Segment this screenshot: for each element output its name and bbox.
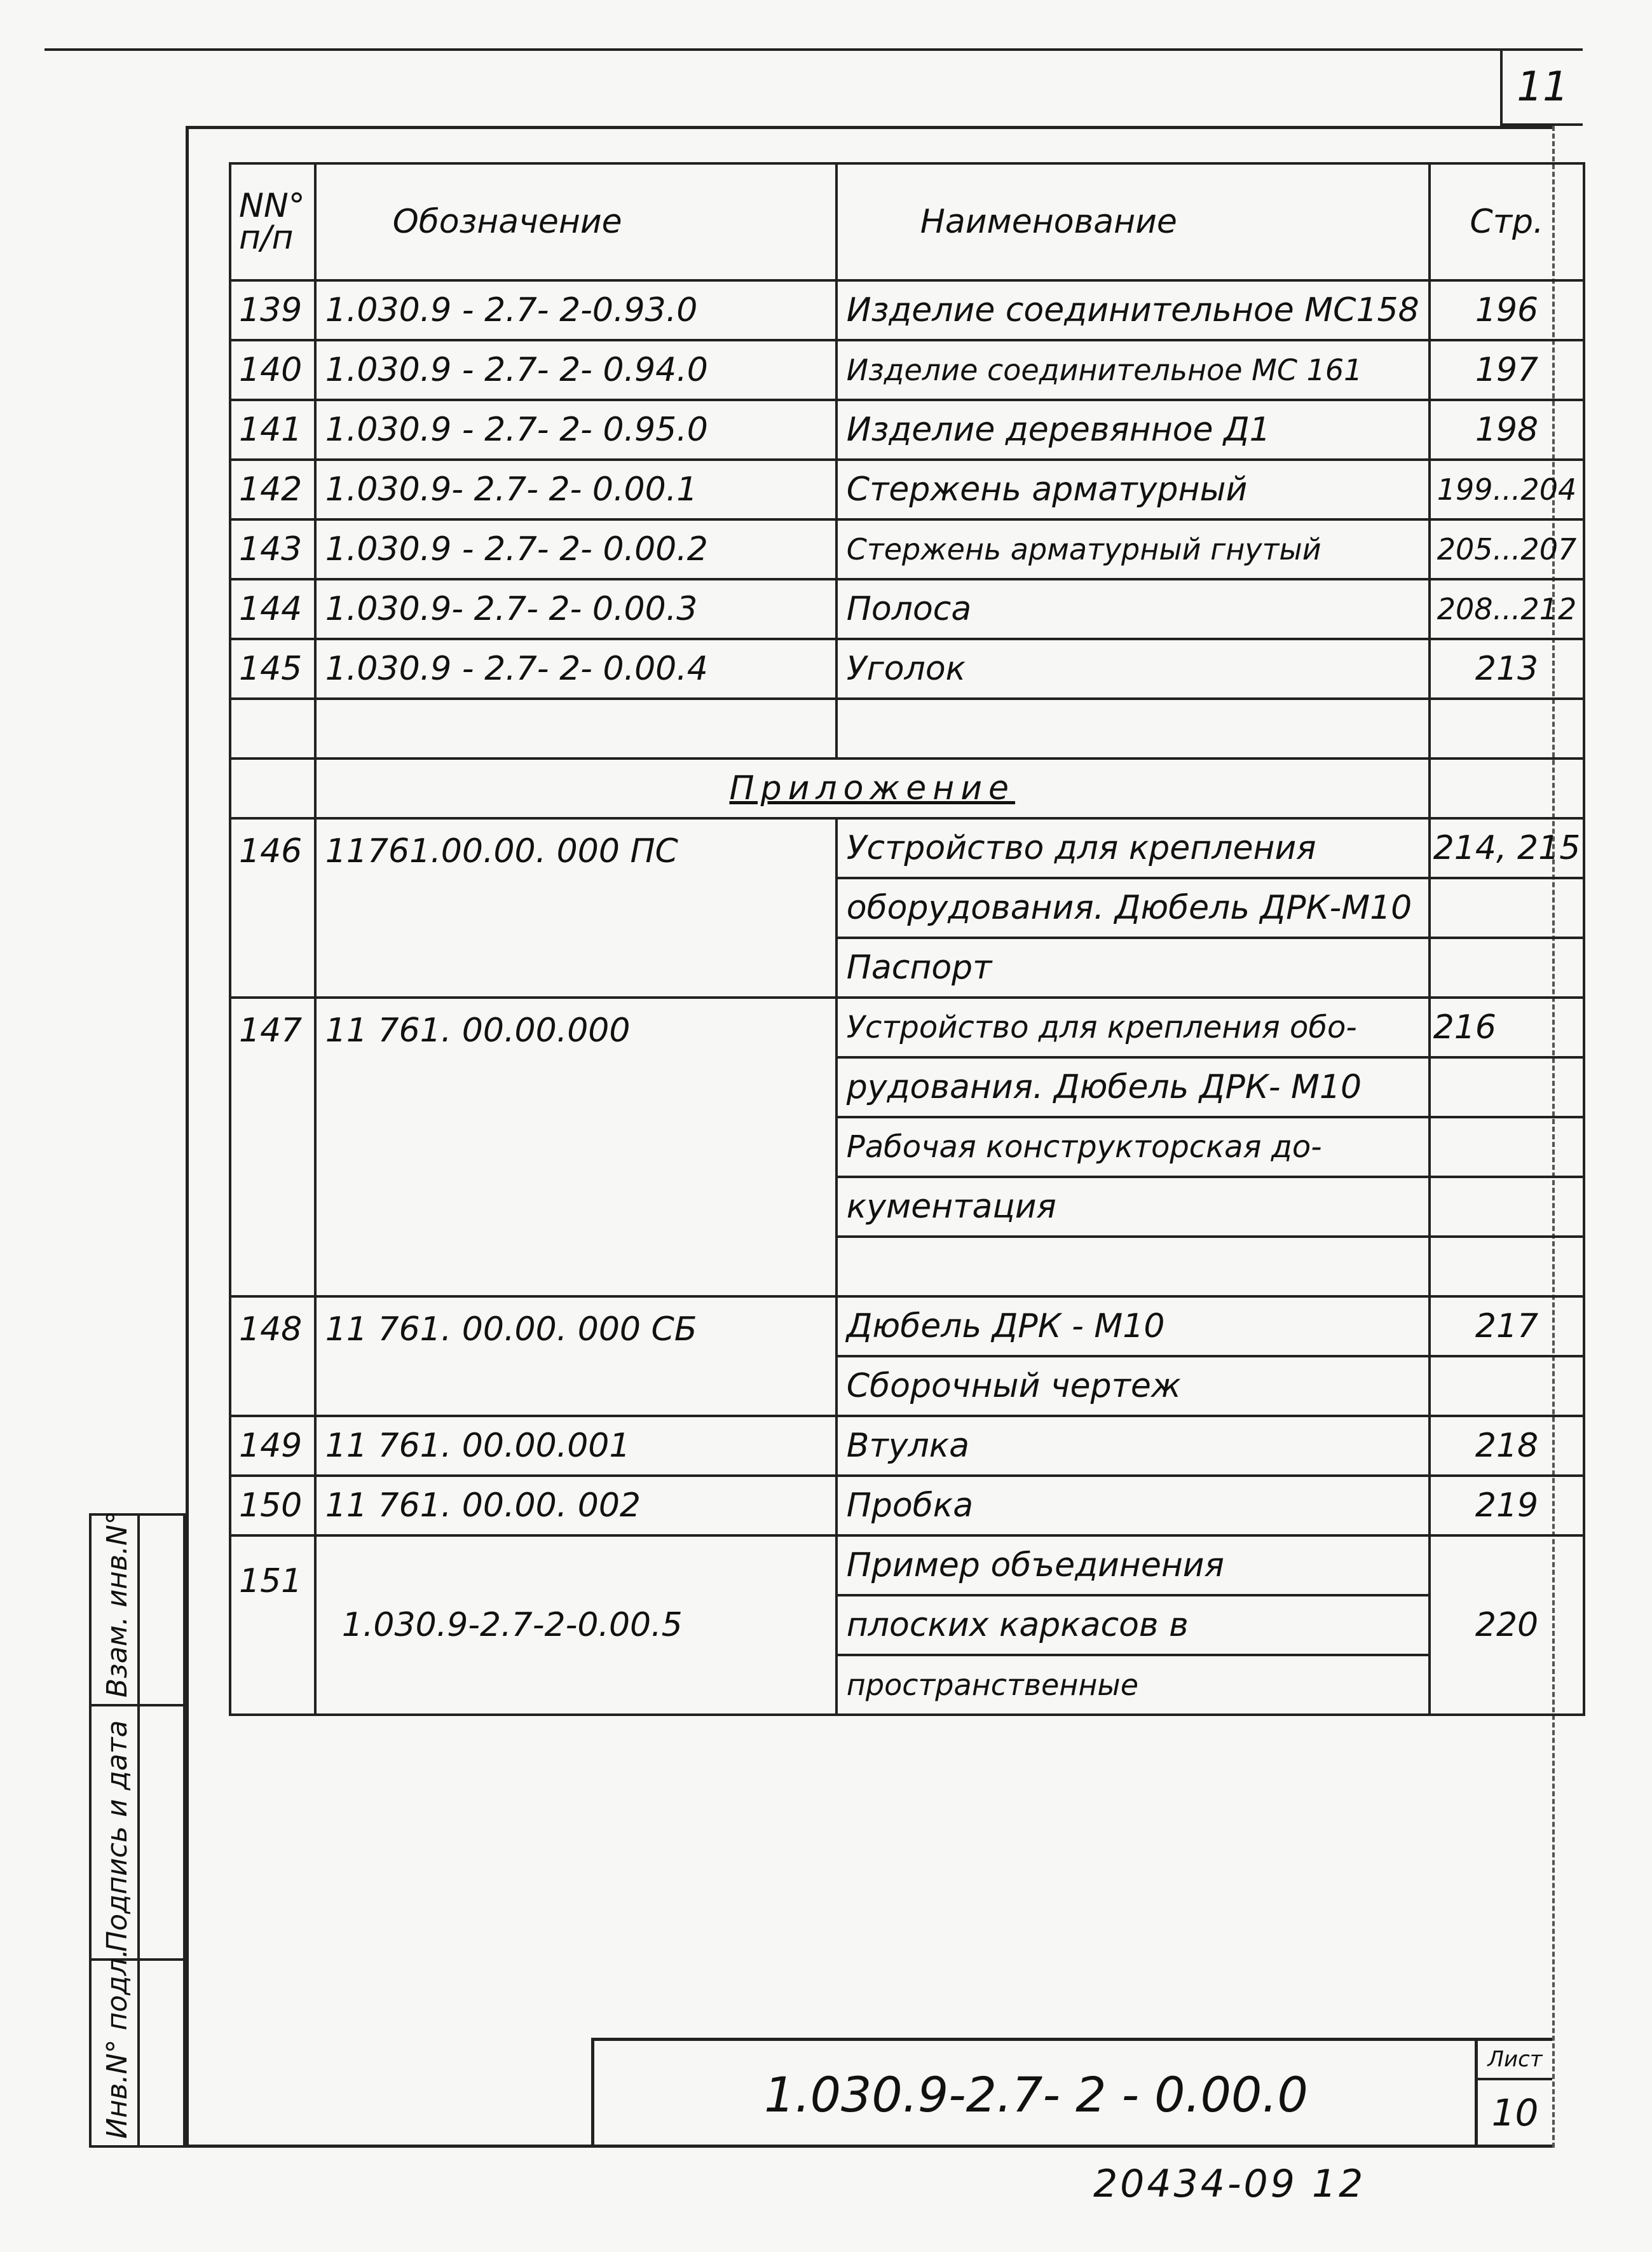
side-label-podpis: Подпись и дата (101, 1720, 133, 1952)
side-label-inv: Инв.N° подл. (101, 1949, 133, 2139)
table-row (230, 818, 1584, 878)
appendix-row (230, 759, 1584, 818)
row-name-line: оборудования. Дюбель ДРК-М10 (836, 878, 1430, 938)
header-designation: Обозначение (315, 163, 836, 280)
table-row (230, 280, 1584, 340)
row-code: 11 761. 00.00.001 (315, 1416, 836, 1476)
row-page: 197 (1430, 340, 1585, 400)
row-name: Стержень арматурный (836, 460, 1430, 519)
row-name: Уголок (836, 639, 1430, 699)
archive-number: 20434-09 12 (1093, 2162, 1366, 2206)
row-num: 141 (230, 400, 315, 460)
table-row (230, 400, 1584, 460)
row-name-line: Устройство для крепления (836, 818, 1430, 878)
header-nn: NN° п/п (230, 163, 315, 280)
document-code: 1.030.9-2.7- 2 - 0.00.0 (764, 2066, 1308, 2123)
header-name: Наименование (836, 163, 1430, 280)
contents-table (229, 162, 1585, 1716)
table-row (230, 1296, 1584, 1356)
side-label-vzam: Взам. инв.N° (101, 1511, 133, 1698)
row-code: 11 761. 00.00.000 (315, 998, 836, 1296)
row-name-line: Рабочая конструкторская до- (836, 1117, 1430, 1177)
table-row (230, 639, 1584, 699)
table-row (230, 460, 1584, 519)
row-code: 11 761. 00.00. 000 СБ (315, 1296, 836, 1416)
row-code: 1.030.9-2.7-2-0.00.5 (315, 1535, 836, 1715)
row-page: 198 (1430, 400, 1585, 460)
row-num: 140 (230, 340, 315, 400)
row-name: Втулка (836, 1416, 1430, 1476)
side-strip-blank-column (137, 1516, 186, 2145)
row-page: 220 (1430, 1535, 1585, 1715)
side-stamp-strip (89, 1513, 186, 2148)
row-num: 143 (230, 519, 315, 579)
row-code: 1.030.9 - 2.7- 2-0.93.0 (315, 280, 836, 340)
title-block (591, 2038, 1552, 2148)
top-rule (44, 48, 1583, 51)
row-code: 1.030.9 - 2.7- 2- 0.00.2 (315, 519, 836, 579)
row-name-line: Пример объединения (836, 1535, 1430, 1595)
row-page: 205...207 (1430, 519, 1585, 579)
row-name-line: плоских каркасов в (836, 1595, 1430, 1655)
row-num: 150 (230, 1476, 315, 1535)
table-row (230, 1476, 1584, 1535)
row-page: 214, 215 (1430, 818, 1585, 878)
table-row (230, 1535, 1584, 1595)
row-code: 11761.00.00. 000 ПС (315, 818, 836, 998)
table-header-row (230, 163, 1584, 280)
row-num: 142 (230, 460, 315, 519)
sheet-label: Лист (1478, 2041, 1552, 2080)
row-name-line: Сборочный чертеж (836, 1356, 1430, 1416)
row-name-line: Устройство для крепления обо- (836, 998, 1430, 1057)
row-page: 219 (1430, 1476, 1585, 1535)
row-code: 1.030.9 - 2.7- 2- 0.94.0 (315, 340, 836, 400)
appendix-title: Приложение (315, 759, 1430, 818)
row-name: Изделие деревянное Д1 (836, 400, 1430, 460)
row-code: 1.030.9- 2.7- 2- 0.00.1 (315, 460, 836, 519)
table-row (230, 998, 1584, 1057)
row-num: 151 (230, 1535, 315, 1715)
blank-row (230, 699, 1584, 759)
row-name: Полоса (836, 579, 1430, 639)
sheet-number-box (1475, 2041, 1552, 2148)
row-num: 139 (230, 280, 315, 340)
sheet-corner-number: 11 (1500, 51, 1583, 126)
row-page: 208...212 (1430, 579, 1585, 639)
row-num: 146 (230, 818, 315, 998)
table-row (230, 1416, 1584, 1476)
row-num: 144 (230, 579, 315, 639)
row-num: 149 (230, 1416, 315, 1476)
row-page: 199...204 (1430, 460, 1585, 519)
row-num: 145 (230, 639, 315, 699)
row-page: 216 (1430, 998, 1585, 1057)
row-code: 1.030.9 - 2.7- 2- 0.00.4 (315, 639, 836, 699)
row-code: 1.030.9 - 2.7- 2- 0.95.0 (315, 400, 836, 460)
row-num: 147 (230, 998, 315, 1296)
row-name-line: Паспорт (836, 938, 1430, 998)
row-page: 213 (1430, 639, 1585, 699)
row-page: 218 (1430, 1416, 1585, 1476)
table-row (230, 579, 1584, 639)
row-name-line: рудования. Дюбель ДРК- М10 (836, 1057, 1430, 1117)
row-name: Изделие соединительное МС 161 (836, 340, 1430, 400)
sheet-value: 10 (1491, 2091, 1539, 2134)
row-name-line: кументация (836, 1177, 1430, 1237)
header-page: Стр. (1430, 163, 1585, 280)
row-page: 217 (1430, 1296, 1585, 1356)
row-num: 148 (230, 1296, 315, 1416)
row-name: Пробка (836, 1476, 1430, 1535)
table-row (230, 519, 1584, 579)
row-name-line: пространственные (836, 1655, 1430, 1715)
row-name: Стержень арматурный гнутый (836, 519, 1430, 579)
row-page: 196 (1430, 280, 1585, 340)
row-code: 11 761. 00.00. 002 (315, 1476, 836, 1535)
row-name: Изделие соединительное МС158 (836, 280, 1430, 340)
row-name-line: Дюбель ДРК - М10 (836, 1296, 1430, 1356)
row-code: 1.030.9- 2.7- 2- 0.00.3 (315, 579, 836, 639)
table-row (230, 340, 1584, 400)
